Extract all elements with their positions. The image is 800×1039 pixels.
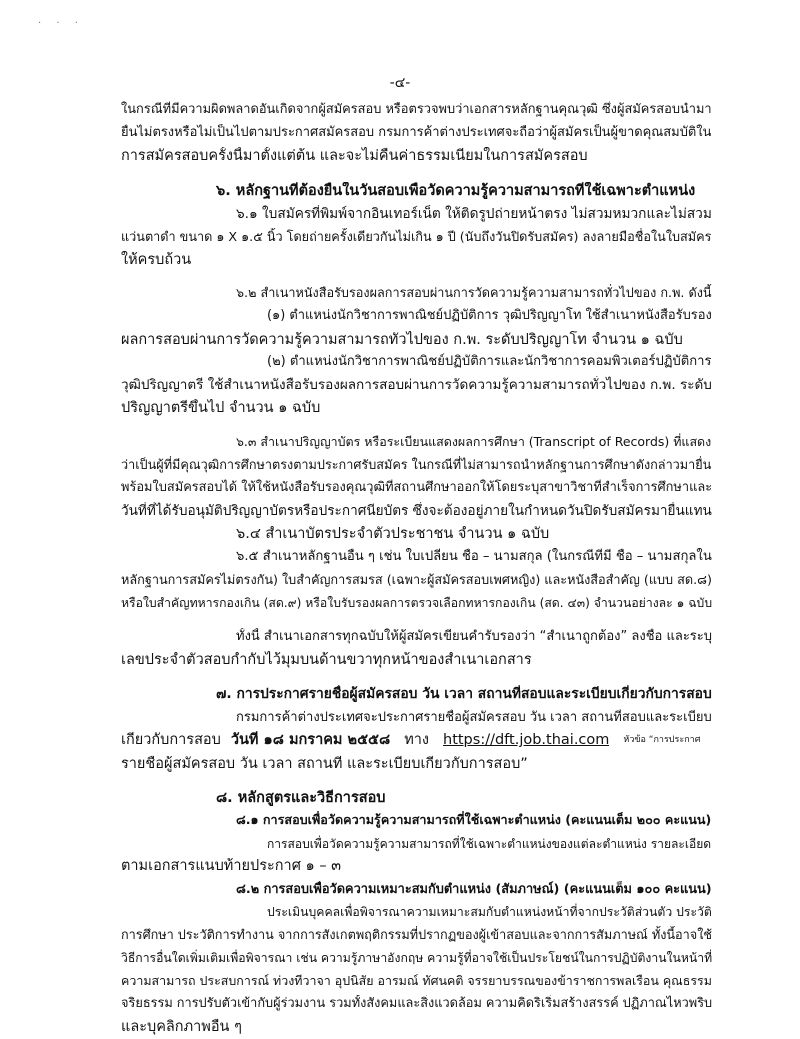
item-8-1-line-1: การสอบเพื่อวัดความรู้ความสามารถที่ใช้เฉพาะตำแหน่งของแต่ละตำแหน่ง รายละเอียด xyxy=(267,836,712,851)
item-8-2-line-6: และบุคลิกภาพอื่น ๆ xyxy=(121,1019,242,1035)
para-intro-line-1: ในกรณีที่มีความผิดพลาดอันเกิดจากผู้สมัครสอบ หรือตรวจพบว่าเอกสารหลักฐานคุณวุฒิ ซึ่งผู้สมัครสอบนำมา xyxy=(121,102,712,117)
item-6-3-line-3: พร้อมใบสมัครสอบได้ ให้ใช้หนังสือรับรองคุณวุฒิที่สถานศึกษาออกให้โดยระบุสาขาวิชาที่สำเร็จการศึกษาและ xyxy=(121,480,713,496)
item-8-2-line-2: การศึกษา ประวัติการทำงาน จากการสังเกตพฤติกรรมที่ปรากฏของผู้เข้าสอบและจากการสัมภาษณ์ ทั้งนี้อาจใช้ xyxy=(121,926,712,942)
item-8-2-line-3: วิธีการอื่นใดเพิ่มเติมเพื่อพิจารณา เช่น ความรู้ภาษาอังกฤษ ความรู้ที่อาจใช้เป็นประโยชน์ในการปฏิบัติงานในหน้าที่ xyxy=(121,951,713,966)
item-6-3-line-4: วันที่ที่ได้รับอนุมัติปริญญาบัตรหรือประกาศนียบัตร ซึ่งจะต้องอยู่ภายในกำหนดวันปิดรับสมัครมายื่นแทน xyxy=(121,502,712,519)
recruitment-website-link[interactable]: https://dft.job.thai.com xyxy=(443,732,610,749)
item-6-3-line-1: ๖.๓ สำเนาปริญญาบัตร หรือระเบียนแสดงผลการศึกษา (Transcript of Records) ที่แสดง xyxy=(236,434,712,449)
item-8-2-line-4: ความสามารถ ประสบการณ์ ท่วงทีวาจา อุปนิสัย อารมณ์ ทัศนคติ จรรยาบรรณของข้าราชการพลเรือน คุณธรรม xyxy=(121,972,712,988)
item-6-3-line-2: ว่าเป็นผู้ที่มีคุณวุฒิการศึกษาตรงตามประกาศรับสมัคร ในกรณีที่ไม่สามารถนำหลักฐานการศึกษาดังกล่าวมายื่น xyxy=(121,456,712,472)
item-8-2-line-1: ประเมินบุคคลเพื่อพิจารณาความเหมาะสมกับตำแหน่งหน้าที่จากประวัติส่วนตัว ประวัติ xyxy=(267,905,712,920)
scan-specks: · · · xyxy=(38,18,84,29)
item-6-1-line-1: ๖.๑ ใบสมัครที่พิมพ์จากอินเทอร์เน็ต ให้ติดรูปถ่ายหน้าตรง ไม่สวมหมวกและไม่สวม xyxy=(236,206,712,223)
page-number: -๔- xyxy=(389,75,411,91)
item-6-2: ๖.๒ สำเนาหนังสือรับรองผลการสอบผ่านการวัดความรู้ความสามารถทั่วไปของ ก.พ. ดังนี้ xyxy=(236,285,712,301)
section-7-line-2-start: เกี่ยวกับการสอบ xyxy=(121,732,221,749)
para-intro-line-3: การสมัครสอบครั้งนี้มาตั้งแต่ต้น และจะไม่คืนค่าธรรมเนียมในการสมัครสอบ xyxy=(121,148,588,165)
section-7-line-3: รายชื่อผู้สมัครสอบ วัน เวลา สถานที่ และระเบียบเกี่ยวกับการสอบ” xyxy=(121,755,528,772)
item-6-2-2-line-3: ปริญญาตรีขึ้นไป จำนวน ๑ ฉบับ xyxy=(121,400,321,417)
para-intro-line-2: ยื่นไม่ตรงหรือไม่เป็นไปตามประกาศสมัครสอบ กรมการค้าต่างประเทศจะถือว่าผู้สมัครเป็นผู้ขาดคุณสมบัติใน xyxy=(121,124,712,140)
item-8-2-line-5: จริยธรรม การปรับตัวเข้ากับผู้ร่วมงาน รวมทั้งสังคมและสิ่งแวดล้อม ความคิดริเริ่มสร้างสรรค์ ปฏิภาณไหวพริบ xyxy=(121,995,713,1011)
item-6-5-line-3: หรือใบสำคัญทหารกองเกิน (สด.๙) หรือใบรับรองผลการตรวจเลือกทหารกองเกิน (สด. ๔๓) จำนวนอย่างละ ๑ ฉบับ xyxy=(121,595,713,610)
item-6-5-line-1: ๖.๕ สำเนาหลักฐานอื่น ๆ เช่น ใบเปลี่ยน ชื่อ – นามสกุล (ในกรณีที่มี ชื่อ – นามสกุลใน xyxy=(236,548,712,564)
item-8-1-heading: ๘.๑ การสอบเพื่อวัดความรู้ความสามารถที่ใช้เฉพาะตำแหน่ง (คะแนนเต็ม ๒๐๐ คะแนน) xyxy=(236,812,712,828)
via-label: ทาง xyxy=(404,732,429,749)
topic-label: หัวข้อ “การประกาศ xyxy=(623,735,701,746)
item-6-1-line-2: แว่นตาดำ ขนาด ๑ X ๑.๕ นิ้ว โดยถ่ายครั้งเดียวกันไม่เกิน ๑ ปี (นับถึงวันปิดรับสมัคร) ลงลายมือชื่อในใบสมัคร xyxy=(121,229,712,244)
item-6-5-line-2: หลักฐานการสมัครไม่ตรงกัน) ใบสำคัญการสมรส (เฉพาะผู้สมัครสอบเพศหญิง) และหนังสือสำคัญ (แบบ สด.๘) xyxy=(121,572,712,588)
section-7-heading: ๗. การประกาศรายชื่อผู้สมัครสอบ วัน เวลา สถานที่สอบและระเบียบเกี่ยวกับการสอบ xyxy=(216,686,712,703)
section-6-heading: ๖. หลักฐานที่ต้องยื่นในวันสอบเพื่อวัดความรู้ความสามารถที่ใช้เฉพาะตำแหน่ง xyxy=(216,182,696,199)
section-8-heading: ๘. หลักสูตรและวิธีการสอบ xyxy=(216,789,386,806)
item-6-2-2-line-1: (๒) ตำแหน่งนักวิชาการพาณิชย์ปฏิบัติการและนักวิชาการคอมพิวเตอร์ปฏิบัติการ xyxy=(267,354,712,370)
item-8-1-line-2: ตามเอกสารแนบท้ายประกาศ ๑ – ๓ xyxy=(121,858,342,875)
item-6-2-1-line-1: (๑) ตำแหน่งนักวิชาการพาณิชย์ปฏิบัติการ วุฒิปริญญาโท ใช้สำเนาหนังสือรับรอง xyxy=(267,308,712,323)
item-6-2-1-line-2: ผลการสอบผ่านการวัดความรู้ความสามารถทั่วไปของ ก.พ. ระดับปริญญาโท จำนวน ๑ ฉบับ xyxy=(121,331,683,348)
note-line-1: ทั้งนี้ สำเนาเอกสารทุกฉบับให้ผู้สมัครเขียนคำรับรองว่า “สำเนาถูกต้อง” ลงชื่อ และระบุ xyxy=(236,628,713,644)
item-8-2-heading: ๘.๒ การสอบเพื่อวัดความเหมาะสมกับตำแหน่ง (สัมภาษณ์) (คะแนนเต็ม ๑๐๐ คะแนน) xyxy=(236,881,712,897)
item-6-1-line-3: ให้ครบถ้วน xyxy=(121,251,192,268)
item-6-4: ๖.๔ สำเนาบัตรประจำตัวประชาชน จำนวน ๑ ฉบับ xyxy=(236,526,550,543)
announcement-date: วันที่ ๑๘ มกราคม ๒๕๕๘ xyxy=(230,732,391,749)
item-6-2-2-line-2: วุฒิปริญญาตรี ใช้สำเนาหนังสือรับรองผลการสอบผ่านการวัดความรู้ความสามารถทั่วไปของ ก.พ. ระดับ xyxy=(121,376,712,393)
note-line-2: เลขประจำตัวสอบกำกับไว้มุมบนด้านขวาทุกหน้าของสำเนาเอกสาร xyxy=(121,652,532,669)
section-7-line-1: กรมการค้าต่างประเทศจะประกาศรายชื่อผู้สมัครสอบ วัน เวลา สถานที่สอบและระเบียบ xyxy=(236,709,712,725)
